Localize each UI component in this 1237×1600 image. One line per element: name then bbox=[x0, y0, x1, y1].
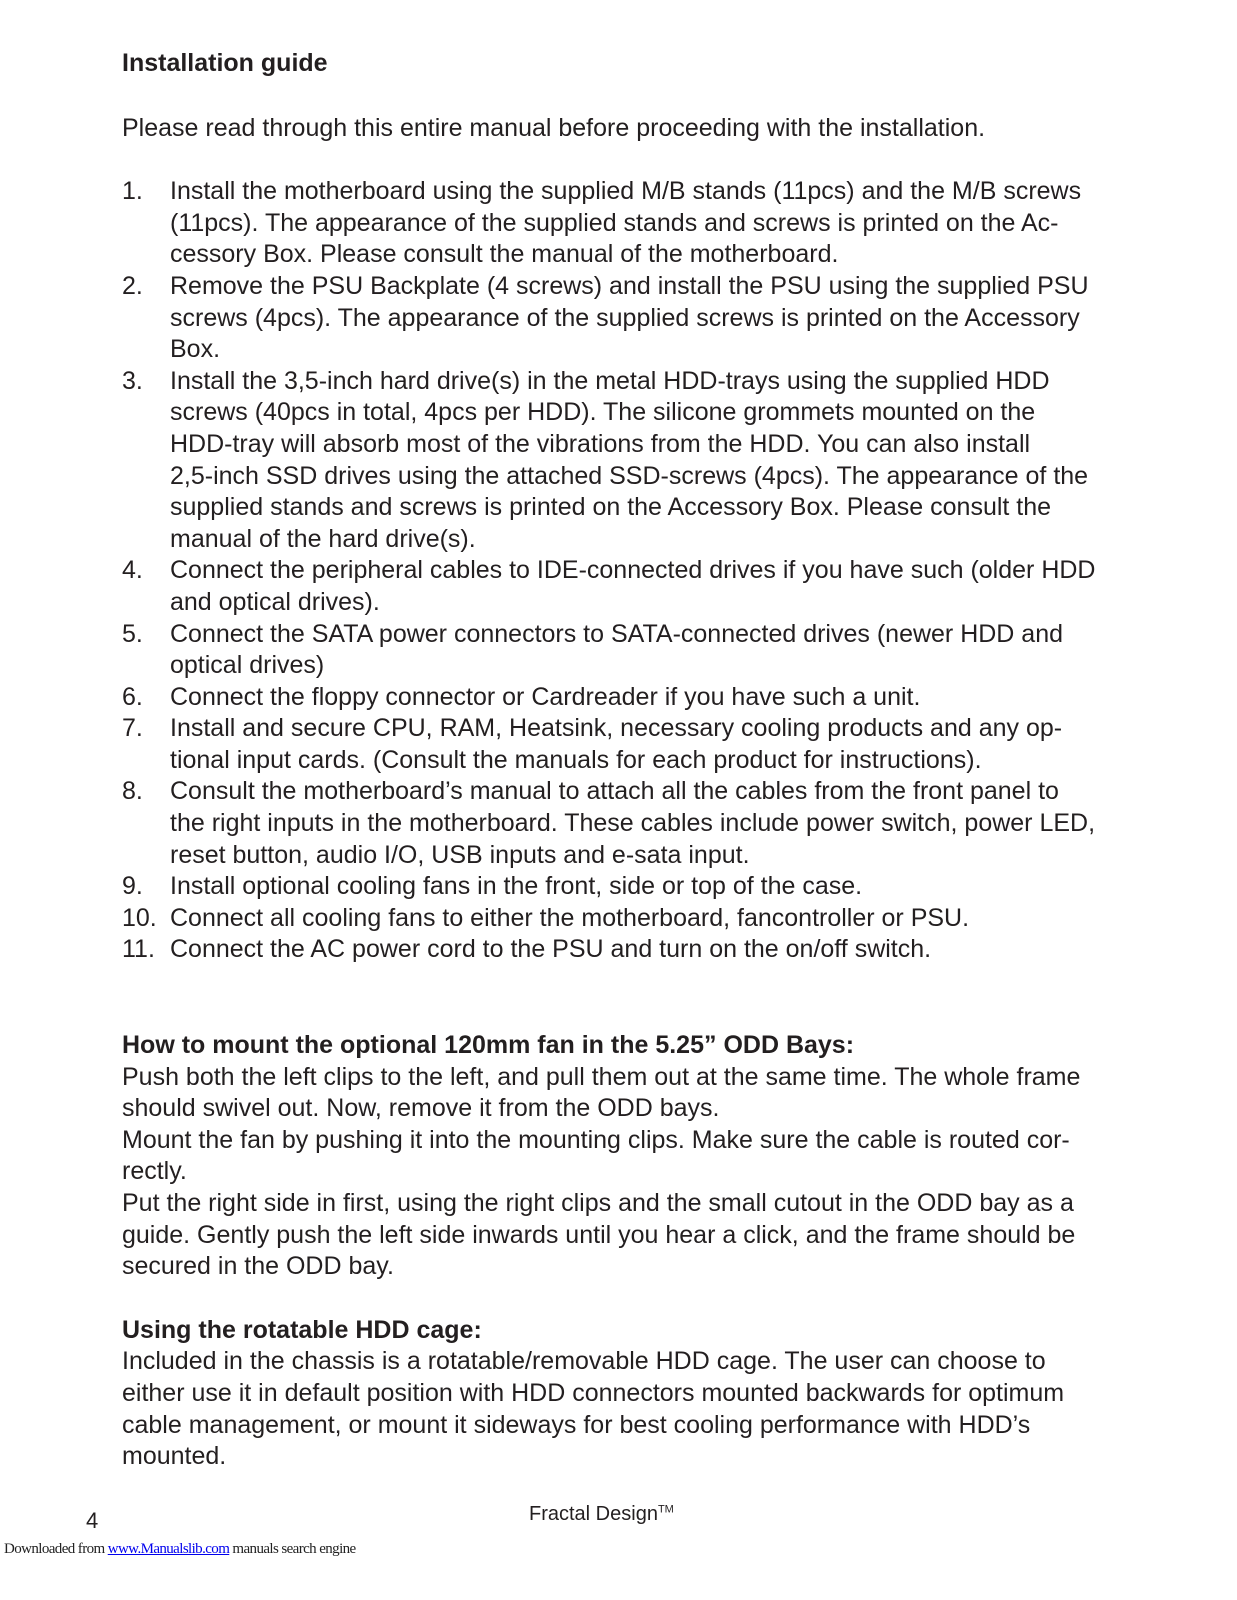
list-item bbox=[122, 682, 1152, 714]
manualslib-link[interactable]: www.Manualslib.com bbox=[107, 1541, 230, 1557]
list-item bbox=[122, 776, 1152, 871]
step-text-line: Install optional cooling fans in the front, side or top of the case. bbox=[170, 872, 863, 901]
body-line: mounted. bbox=[122, 1442, 227, 1471]
body-line: Included in the chassis is a rotatable/removable HDD cage. The user can choose to bbox=[122, 1347, 1046, 1376]
step-number: 1. bbox=[122, 177, 143, 206]
body-line: secured in the ODD bay. bbox=[122, 1252, 394, 1281]
step-text-line: (11pcs). The appearance of the supplied stands and screws is printed on the Ac- bbox=[170, 208, 1059, 237]
step-text-line: Connect all cooling fans to either the motherboard, fancontroller or PSU. bbox=[170, 903, 970, 932]
step-text-line: manual of the hard drive(s). bbox=[170, 524, 476, 553]
step-number: 7. bbox=[122, 714, 143, 743]
list-item bbox=[122, 271, 1152, 366]
download-footer bbox=[4, 1541, 356, 1558]
list-item bbox=[122, 366, 1152, 556]
list-item bbox=[122, 555, 1152, 618]
step-number: 5. bbox=[122, 619, 143, 648]
step-text-line: Box. bbox=[170, 335, 221, 364]
list-item bbox=[122, 934, 1152, 966]
page-number: 4 bbox=[86, 1508, 99, 1533]
hdd-cage-body bbox=[122, 1346, 1152, 1472]
step-text-line: Install the motherboard using the supplied M/B stands (11pcs) and the M/B screws bbox=[170, 177, 1082, 206]
step-text-line: Connect the AC power cord to the PSU and turn on the on/off switch. bbox=[170, 935, 932, 964]
step-text-line: reset button, audio I/O, USB inputs and e-sata input. bbox=[170, 840, 750, 869]
footer-prefix: Downloaded from bbox=[4, 1541, 108, 1557]
trademark-mark: TM bbox=[657, 1503, 674, 1516]
fan-section-body bbox=[122, 1062, 1152, 1283]
step-text-line: screws (40pcs in total, 4pcs per HDD). The silicone grommets mounted on the bbox=[170, 398, 1036, 427]
fan-section-heading: How to mount the optional 120mm fan in the 5.25” ODD Bays: bbox=[122, 1031, 855, 1060]
step-number: 2. bbox=[122, 271, 143, 300]
step-text-line: Connect the peripheral cables to IDE-connected drives if you have such (older HDD bbox=[170, 556, 1096, 585]
step-text-line: tional input cards. (Consult the manuals for each product for instructions). bbox=[170, 745, 982, 774]
brand-name: Fractal Design bbox=[529, 1503, 658, 1525]
step-text-line: the right inputs in the motherboard. These cables include power switch, power LED, bbox=[170, 809, 1096, 838]
step-text-line: Connect the floppy connector or Cardreader if you have such a unit. bbox=[170, 682, 921, 711]
step-text-line: screws (4pcs). The appearance of the supplied screws is printed on the Accessory bbox=[170, 303, 1080, 332]
body-line: Put the right side in first, using the right clips and the small cutout in the ODD bay as a bbox=[122, 1189, 1074, 1217]
installation-steps-list bbox=[122, 176, 1152, 966]
body-line: guide. Gently push the left side inwards until you hear a click, and the frame should be bbox=[122, 1220, 1076, 1249]
step-number: 11. bbox=[122, 935, 155, 964]
list-item bbox=[122, 713, 1152, 776]
document-page bbox=[122, 48, 1152, 1473]
intro-paragraph: Please read through this entire manual before proceeding with the installation. bbox=[122, 113, 986, 142]
page-title: Installation guide bbox=[122, 49, 328, 77]
step-number: 9. bbox=[122, 872, 143, 901]
step-number: 8. bbox=[122, 777, 143, 806]
list-item bbox=[122, 176, 1152, 271]
step-number: 6. bbox=[122, 682, 143, 711]
body-line: should swivel out. Now, remove it from the ODD bays. bbox=[122, 1094, 720, 1123]
body-line: Mount the fan by pushing it into the mounting clips. Make sure the cable is routed cor- bbox=[122, 1125, 1070, 1154]
step-number: 3. bbox=[122, 366, 143, 395]
hdd-cage-heading: Using the rotatable HDD cage: bbox=[122, 1315, 482, 1344]
step-text-line: supplied stands and screws is printed on the Accessory Box. Please consult the bbox=[170, 493, 1052, 522]
step-text-line: optical drives) bbox=[170, 651, 325, 680]
list-item bbox=[122, 903, 1152, 935]
step-text-line: Consult the motherboard’s manual to attach all the cables from the front panel to bbox=[170, 777, 1059, 806]
body-line: cable management, or mount it sideways for best cooling performance with HDD’s bbox=[122, 1410, 1031, 1439]
step-text-line: Install the 3,5-inch hard drive(s) in the metal HDD-trays using the supplied HDD bbox=[170, 366, 1050, 395]
body-line: either use it in default position with HDD connectors mounted backwards for optimum bbox=[122, 1378, 1065, 1407]
step-number: 10. bbox=[122, 903, 157, 932]
step-text-line: Install and secure CPU, RAM, Heatsink, necessary cooling products and any op- bbox=[170, 714, 1063, 743]
step-number: 4. bbox=[122, 556, 143, 585]
hdd-cage-section bbox=[122, 1315, 1152, 1473]
list-item bbox=[122, 871, 1152, 903]
step-text-line: cessory Box. Please consult the manual of the motherboard. bbox=[170, 240, 839, 269]
fan-section bbox=[122, 1030, 1152, 1283]
step-text-line: Connect the SATA power connectors to SATA-connected drives (newer HDD and bbox=[170, 619, 1064, 648]
body-line: rectly. bbox=[122, 1157, 187, 1186]
step-text-line: and optical drives). bbox=[170, 587, 380, 616]
step-text-line: HDD-tray will absorb most of the vibrations from the HDD. You can also install bbox=[170, 429, 1031, 458]
step-text-line: Remove the PSU Backplate (4 screws) and install the PSU using the supplied PSU bbox=[170, 271, 1089, 300]
body-line: Push both the left clips to the left, and pull them out at the same time. The whole frame bbox=[122, 1062, 1081, 1091]
list-item bbox=[122, 619, 1152, 682]
brand-footer bbox=[529, 1503, 674, 1526]
footer-suffix: manuals search engine bbox=[229, 1541, 356, 1557]
step-text-line: 2,5-inch SSD drives using the attached SSD-screws (4pcs). The appearance of the bbox=[170, 461, 1089, 490]
